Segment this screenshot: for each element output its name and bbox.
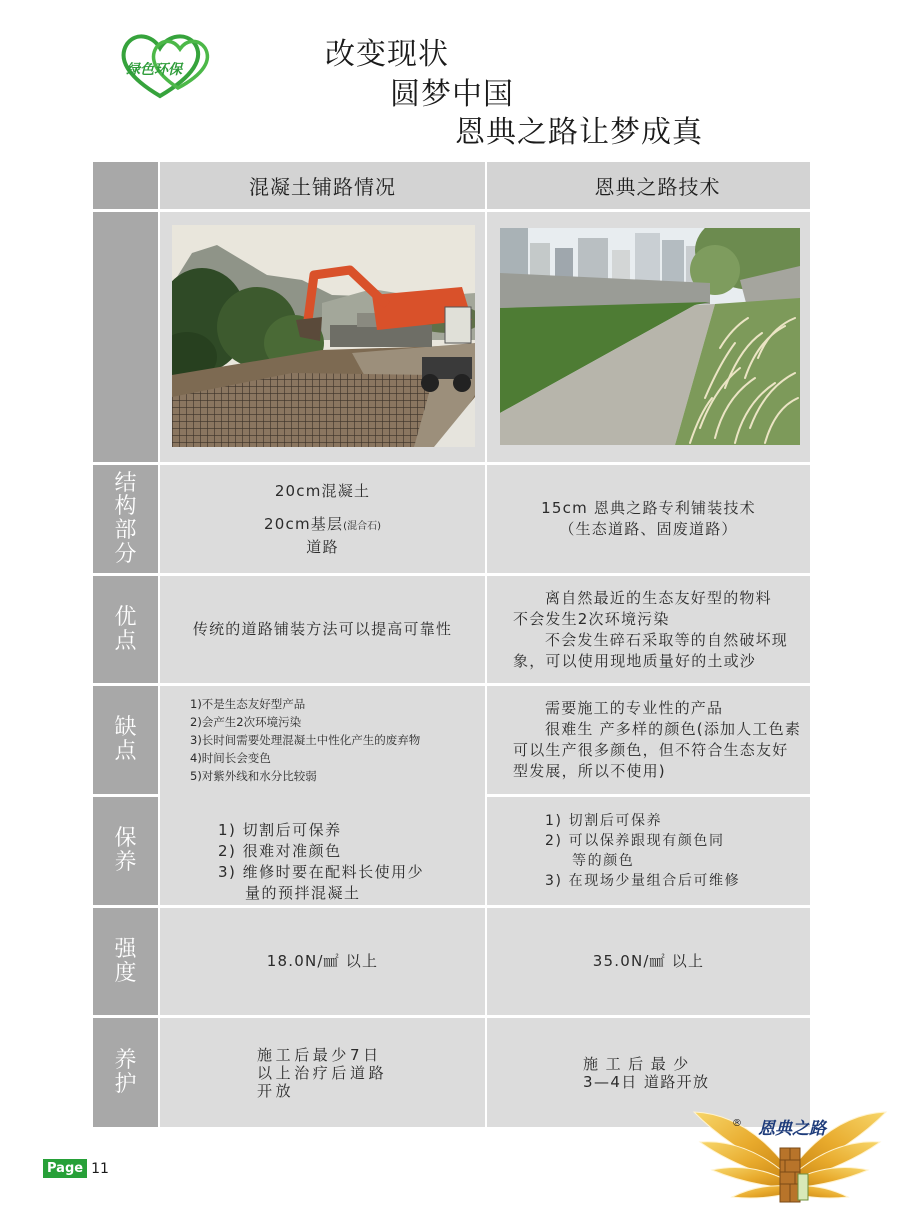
structure-endian-cell <box>487 465 810 573</box>
row-label-maintenance <box>93 797 158 905</box>
disadvantages-endian-line-2: 很难生 产多样的颜色(添加人工色素 <box>545 720 802 738</box>
advantages-endian-line-1: 离自然最近的生态友好型的物料 <box>545 588 772 607</box>
disadvantages-endian-line-4: 型发展，所以不使用) <box>513 762 666 780</box>
curing-concrete-line-1: 施工后最少7日 <box>257 1045 382 1064</box>
image-row-label-cell <box>93 212 158 462</box>
comparison-table <box>93 162 810 1127</box>
list-item: 2)会产生2次环境污染 <box>190 715 302 729</box>
header-concrete: 混凝土铺路情况 <box>160 162 485 209</box>
curing-concrete-cell <box>160 1018 485 1127</box>
row-label-strength <box>93 908 158 1015</box>
advantages-endian-line-4: 象，可以使用现地质量好的土或沙 <box>513 651 757 670</box>
maintenance-endian-cell <box>487 797 810 905</box>
list-item: 4)时间长会变色 <box>190 751 271 765</box>
disadvantages-maintenance-concrete-cell <box>160 686 485 905</box>
curing-concrete-line-3: 开放 <box>257 1081 295 1100</box>
disadvantages-endian-line-3: 可以生产很多颜色，但不符合生态友好 <box>513 741 789 759</box>
list-item: 量的预拌混凝土 <box>245 884 361 902</box>
page-number-badge <box>43 1159 109 1178</box>
strength-endian-value: 35.0N/㎟ 以上 <box>592 952 705 970</box>
page-number: 11 <box>91 1160 109 1177</box>
structure-concrete-line-2 <box>264 514 381 537</box>
strength-concrete-value: 18.0N/㎟ 以上 <box>266 952 379 970</box>
title-line-1: 改变现状 <box>325 37 449 72</box>
list-item: 2) 可以保养跟现有颜色同 <box>545 833 725 849</box>
list-item: 1)不是生态友好型产品 <box>190 697 306 711</box>
list-item: 3)长时间需要处理混凝土中性化产生的废弃物 <box>190 733 421 747</box>
structure-endian-line-1: 15cm 恩典之路专利铺装技术 <box>541 499 756 517</box>
brand-logo-text: 恩典之路 <box>758 1119 826 1139</box>
list-item: 3) 维修时要在配料长使用少 <box>218 863 425 881</box>
list-item: 等的颜色 <box>572 853 635 869</box>
title-line-3: 恩典之路让梦成真 <box>455 115 703 150</box>
table-corner-cell <box>93 162 158 209</box>
strength-concrete-cell <box>160 908 485 1015</box>
row-label-strength-text: 强度 <box>114 936 137 986</box>
list-item: 5)对紫外线和水分比较弱 <box>190 769 317 783</box>
row-label-advantages <box>93 576 158 683</box>
page-label: Page <box>43 1159 87 1178</box>
list-item: 1) 切割后可保养 <box>545 813 663 829</box>
disadvantages-endian-line-1: 需要施工的专业性的产品 <box>545 699 724 717</box>
advantages-concrete-line-1: 传统的道路铺装方法可以提高可靠性 <box>192 620 453 638</box>
advantages-endian-cell <box>487 576 810 683</box>
structure-endian-line-2: （生态道路、固废道路） <box>559 520 738 538</box>
registered-mark: ® <box>732 1118 742 1129</box>
maintenance-concrete-list <box>218 820 424 904</box>
concrete-photo-cell <box>160 212 485 462</box>
structure-concrete-cell <box>160 465 485 573</box>
row-label-advantages-text: 优点 <box>114 604 137 654</box>
concrete-paving-photo <box>172 225 475 447</box>
list-item: 1) 切割后可保养 <box>218 821 342 839</box>
structure-concrete-line-3: 道路 <box>306 537 339 556</box>
list-item: 2) 很难对准颜色 <box>218 842 342 860</box>
disadvantages-concrete-list <box>190 695 420 785</box>
list-item: 3) 在现场少量组合后可维修 <box>545 873 741 889</box>
row-label-structure <box>93 465 158 573</box>
row-label-structure-text: 结构部分 <box>114 470 137 567</box>
curing-endian-line-2: 3—4日 道路开放 <box>583 1072 710 1091</box>
title-line-2: 圆梦中国 <box>390 77 514 112</box>
row-label-curing-text: 养护 <box>114 1047 137 1097</box>
green-logo-text: 绿色环保 <box>126 62 182 78</box>
endian-road-wing-logo <box>690 1104 890 1209</box>
curing-concrete-line-2: 以上治疗后道路 <box>257 1063 388 1082</box>
green-environment-logo <box>116 30 220 100</box>
ecological-road-photo <box>500 228 800 445</box>
structure-concrete-line-1: 20cm混凝土 <box>274 481 371 500</box>
strength-endian-cell <box>487 908 810 1015</box>
advantages-concrete-cell <box>160 576 485 683</box>
header-endian-road: 恩典之路技术 <box>487 162 810 209</box>
row-label-maintenance-text: 保养 <box>114 826 137 875</box>
curing-endian-line-1: 施 工 后 最 少 <box>583 1054 690 1073</box>
advantages-endian-line-3: 不会发生碎石采取等的自然破坏现 <box>545 630 789 649</box>
row-label-disadvantages <box>93 686 158 794</box>
endian-road-photo-cell <box>487 212 810 462</box>
advantages-endian-line-2: 不会发生2次环境污染 <box>513 609 670 628</box>
structure-concrete-base-note: (混合石) <box>343 520 381 532</box>
row-label-curing <box>93 1018 158 1127</box>
disadvantages-endian-cell <box>487 686 810 794</box>
structure-concrete-base: 20cm基层 <box>264 514 344 533</box>
row-label-disadvantages-text: 缺点 <box>114 715 137 764</box>
